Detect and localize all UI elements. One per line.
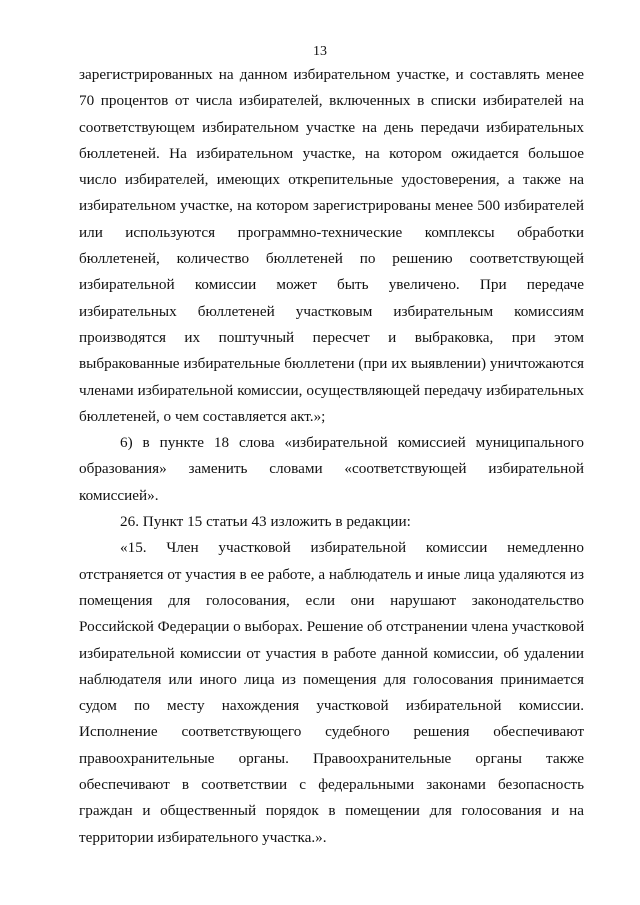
text-line: бюллетеней. На избирательном участке, на котором ожидается большое [79, 144, 584, 162]
page-number: 13 [313, 44, 327, 59]
text-line: избирательном участке, на котором зарегистрированы менее 500 избирателей [79, 197, 584, 215]
text-line: производятся их поштучный пересчет и выбраковка, при этом [79, 328, 584, 346]
text-line: отстраняется от участия в ее работе, а наблюдатель и иные лица удаляются из [79, 565, 584, 583]
text-line: 26. Пункт 15 статьи 43 изложить в редакции: [120, 513, 411, 531]
text-line: судом по месту нахождения участковой избирательной комиссии. [79, 697, 584, 715]
text-line: Российской Федерации о выборах. Решение об отстранении члена участковой [79, 618, 585, 636]
text-line: наблюдателя или иного лица из помещения для голосования принимается [79, 670, 584, 688]
text-line: избирательной комиссии от участия в работе данной комиссии, об удалении [79, 644, 584, 662]
text-line: обеспечивают в соответствии с федеральными законами безопасность [79, 776, 584, 794]
text-line: Исполнение соответствующего судебного решения обеспечивают [79, 723, 584, 741]
paragraph-item-26 [79, 509, 584, 535]
text-line: бюллетеней, количество бюллетеней по решению соответствующей [79, 250, 584, 268]
text-line: выбракованные избирательные бюллетени (при их выявлении) уничтожаются [79, 355, 584, 373]
text-line: граждан и общественный порядок в помещении для голосования и на [79, 802, 584, 820]
text-line: территории избирательного участка.». [79, 828, 327, 846]
text-line: число избирателей, имеющих открепительные удостоверения, а также на [79, 171, 584, 189]
text-line: членами избирательной комиссии, осуществляющей передачу избирательных [79, 381, 584, 399]
text-line: 70 процентов от числа избирателей, включенных в списки избирателей на [79, 92, 584, 110]
text-line: избирательной комиссии может быть увеличено. При передаче [79, 276, 584, 294]
text-line: или используются программно-технические комплексы обработки [79, 223, 584, 241]
document-body [79, 62, 584, 851]
text-line: помещения для голосования, если они нарушают законодательство [79, 591, 584, 609]
text-line: 6) в пункте 18 слова «избирательной комиссией муниципального [120, 434, 584, 452]
text-line: избирательных бюллетеней участковым избирательным комиссиям [79, 302, 584, 320]
text-line: бюллетеней, о чем составляется акт.»; [79, 407, 326, 425]
text-line: «15. Член участковой избирательной комиссии немедленно [120, 539, 584, 557]
text-line: зарегистрированных на данном избирательном участке, и составлять менее [79, 66, 584, 83]
text-line: комиссией». [79, 486, 159, 504]
text-line: правоохранительные органы. Правоохранительные органы также [79, 749, 584, 767]
paragraph-clause-15 [79, 535, 584, 851]
paragraph-item-6 [79, 430, 584, 509]
text-line: соответствующем избирательном участке на день передачи избирательных [79, 118, 584, 136]
text-line: образования» заменить словами «соответствующей избирательной [79, 460, 584, 478]
paragraph-continuation [79, 62, 584, 430]
